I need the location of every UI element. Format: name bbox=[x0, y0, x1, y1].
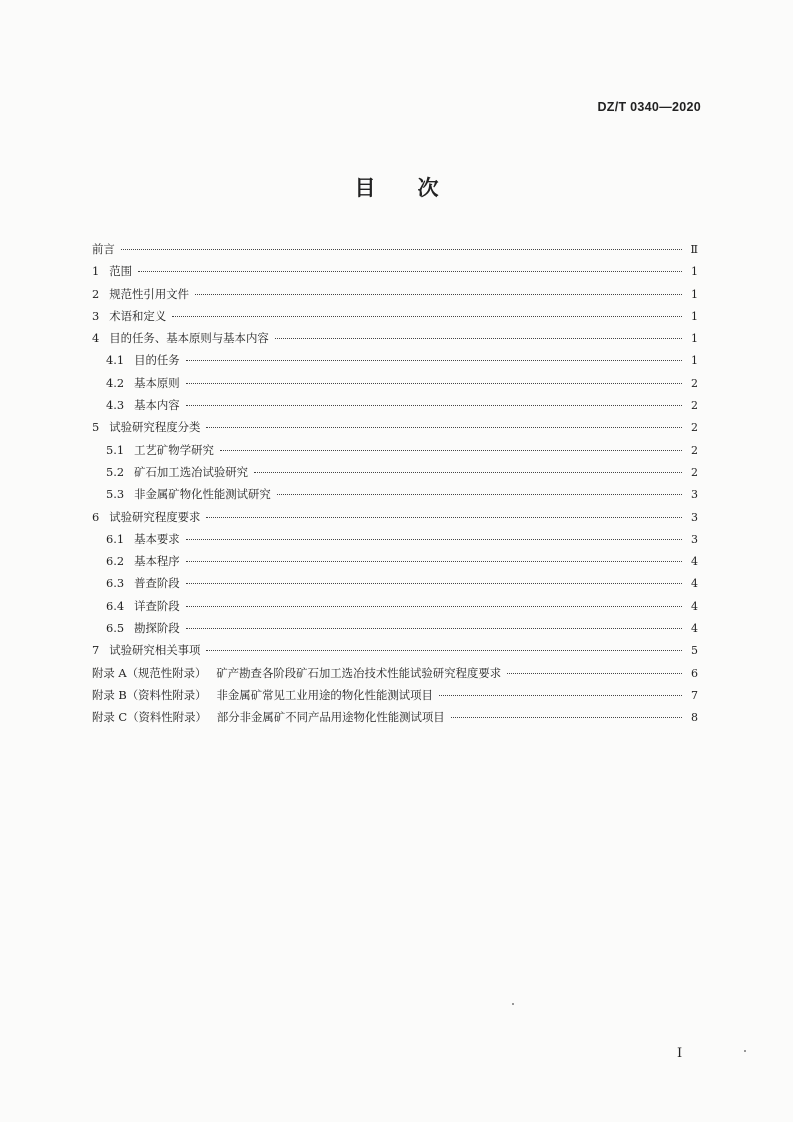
toc-entry-title: 普查阶段 bbox=[134, 576, 180, 591]
toc-entry-text bbox=[92, 665, 501, 681]
page-title: 目次 bbox=[354, 176, 481, 200]
toc-entry-title: 工艺矿物学研究 bbox=[134, 442, 214, 457]
toc-entry[interactable] bbox=[92, 375, 698, 397]
toc-entry-text bbox=[92, 263, 132, 279]
dot-leader bbox=[186, 628, 682, 629]
table-of-contents bbox=[92, 241, 698, 732]
dot-leader bbox=[507, 673, 682, 674]
toc-entry-title: 试验研究程度要求 bbox=[109, 509, 201, 524]
toc-entry-text bbox=[106, 598, 180, 614]
toc-entry-title: 术语和定义 bbox=[109, 308, 167, 323]
toc-entry[interactable] bbox=[92, 709, 698, 731]
toc-entry-number: 5.1 bbox=[106, 442, 125, 457]
toc-entry-number: 4 bbox=[92, 331, 100, 346]
toc-entry-title: 目的任务 bbox=[134, 353, 180, 368]
toc-entry-number: 5 bbox=[92, 420, 100, 435]
toc-entry-text bbox=[92, 419, 200, 435]
toc-entry[interactable] bbox=[92, 620, 698, 642]
toc-page-number: 1 bbox=[691, 287, 698, 301]
dot-leader bbox=[186, 583, 682, 584]
toc-entry[interactable] bbox=[92, 419, 698, 441]
toc-entry[interactable] bbox=[92, 509, 698, 531]
toc-entry-number: 附录 B（资料性附录） bbox=[92, 687, 207, 702]
toc-entry-number: 5.2 bbox=[106, 464, 125, 479]
toc-page-number: 8 bbox=[691, 711, 698, 725]
toc-entry-title: 目的任务、基本原则与基本内容 bbox=[109, 331, 269, 346]
toc-entry-number: 6.3 bbox=[106, 576, 125, 591]
footer-page-number: I bbox=[677, 1046, 683, 1061]
toc-page-number: 1 bbox=[691, 354, 698, 368]
toc-entry[interactable] bbox=[92, 263, 698, 285]
toc-entry-number: 6.1 bbox=[106, 531, 125, 546]
toc-entry-number: 5.3 bbox=[106, 487, 125, 502]
dot-leader bbox=[172, 316, 682, 317]
toc-entry-title: 详查阶段 bbox=[134, 598, 180, 613]
toc-entry-number: 6.2 bbox=[106, 554, 125, 569]
toc-page-number: 4 bbox=[691, 555, 698, 569]
toc-entry-number: 附录 C（资料性附录） bbox=[92, 710, 207, 725]
toc-entry-text bbox=[106, 397, 180, 413]
toc-entry[interactable] bbox=[92, 397, 698, 419]
toc-page-number: Ⅱ bbox=[690, 243, 698, 256]
toc-entry-text bbox=[106, 531, 180, 547]
toc-entry-number: 4.1 bbox=[106, 353, 125, 368]
toc-entry-text bbox=[92, 330, 269, 346]
toc-entry-text bbox=[92, 308, 166, 324]
dot-leader bbox=[186, 561, 682, 562]
scan-speck bbox=[512, 1003, 514, 1005]
toc-entry-title: 基本原则 bbox=[134, 375, 180, 390]
dot-leader bbox=[186, 405, 682, 406]
toc-page-number: 6 bbox=[691, 666, 698, 680]
toc-entry-title: 前言 bbox=[92, 242, 115, 256]
toc-page-number: 1 bbox=[691, 265, 698, 279]
toc-page-number: 2 bbox=[691, 465, 698, 479]
toc-entry-number: 4.2 bbox=[106, 375, 125, 390]
dot-leader bbox=[254, 472, 682, 473]
dot-leader bbox=[206, 650, 682, 651]
toc-page-number: 2 bbox=[691, 421, 698, 435]
toc-entry-text bbox=[106, 375, 180, 391]
toc-entry[interactable] bbox=[92, 531, 698, 553]
toc-entry-number: 7 bbox=[92, 643, 100, 658]
dot-leader bbox=[451, 717, 682, 718]
dot-leader bbox=[206, 427, 682, 428]
dot-leader bbox=[220, 450, 682, 451]
toc-entry-text bbox=[106, 486, 271, 502]
toc-entry-text bbox=[92, 642, 200, 658]
toc-entry[interactable] bbox=[92, 286, 698, 308]
toc-entry-title: 非金属矿物化性能测试研究 bbox=[134, 487, 271, 502]
toc-entry[interactable] bbox=[92, 464, 698, 486]
dot-leader bbox=[186, 383, 682, 384]
toc-entry[interactable] bbox=[92, 308, 698, 330]
toc-page-number: 1 bbox=[691, 309, 698, 323]
toc-entry[interactable] bbox=[92, 241, 698, 263]
toc-entry-number: 3 bbox=[92, 308, 100, 323]
dot-leader bbox=[206, 517, 682, 518]
toc-entry-number: 附录 A（规范性附录） bbox=[92, 665, 207, 680]
toc-entry-text bbox=[92, 709, 445, 725]
toc-page-number: 3 bbox=[691, 532, 698, 546]
scan-speck bbox=[744, 1050, 746, 1052]
dot-leader bbox=[195, 294, 682, 295]
toc-entry-title: 试验研究程度分类 bbox=[109, 420, 201, 435]
toc-page-number: 2 bbox=[691, 399, 698, 413]
dot-leader bbox=[138, 271, 682, 272]
toc-page-number: 2 bbox=[691, 443, 698, 457]
toc-entry-title: 勘探阶段 bbox=[134, 621, 180, 636]
toc-entry[interactable] bbox=[92, 687, 698, 709]
toc-entry[interactable] bbox=[92, 598, 698, 620]
dot-leader bbox=[275, 338, 682, 339]
toc-entry-title: 范围 bbox=[109, 264, 133, 279]
toc-entry-title: 试验研究相关事项 bbox=[109, 643, 201, 658]
dot-leader bbox=[186, 606, 682, 607]
toc-entry-number: 6.5 bbox=[106, 621, 125, 636]
dot-leader bbox=[186, 539, 682, 540]
standard-code: DZ/T 0340—2020 bbox=[597, 100, 701, 114]
toc-entry-text bbox=[92, 241, 115, 257]
toc-entry[interactable] bbox=[92, 642, 698, 664]
toc-entry-number: 6.4 bbox=[106, 598, 125, 613]
toc-entry-text bbox=[106, 442, 214, 458]
toc-page-number: 7 bbox=[691, 688, 698, 702]
toc-entry-text bbox=[106, 620, 180, 636]
toc-entry[interactable] bbox=[92, 486, 698, 508]
dot-leader bbox=[121, 249, 682, 250]
toc-entry-title: 基本内容 bbox=[134, 398, 180, 413]
toc-page-number: 5 bbox=[691, 644, 698, 658]
toc-entry-text bbox=[106, 553, 180, 569]
toc-entry-number: 2 bbox=[92, 286, 100, 301]
toc-entry-title: 非金属矿常见工业用途的物化性能测试项目 bbox=[216, 687, 433, 702]
toc-page-number: 4 bbox=[691, 622, 698, 636]
toc-entry[interactable] bbox=[92, 553, 698, 575]
toc-entry[interactable] bbox=[92, 352, 698, 374]
toc-entry-text bbox=[92, 687, 433, 703]
toc-entry-text bbox=[106, 464, 248, 480]
toc-page-number: 3 bbox=[691, 510, 698, 524]
toc-page-number: 4 bbox=[691, 599, 698, 613]
toc-entry-title: 规范性引用文件 bbox=[109, 286, 189, 301]
toc-entry-number: 1 bbox=[92, 264, 100, 279]
toc-entry[interactable] bbox=[92, 442, 698, 464]
toc-entry-title: 部分非金属矿不同产品用途物化性能测试项目 bbox=[216, 710, 445, 725]
dot-leader bbox=[186, 360, 682, 361]
toc-entry[interactable] bbox=[92, 665, 698, 687]
toc-entry-text bbox=[106, 352, 180, 368]
toc-entry-text bbox=[92, 286, 189, 302]
toc-entry[interactable] bbox=[92, 575, 698, 597]
toc-entry-title: 基本程序 bbox=[134, 554, 180, 569]
toc-entry-title: 基本要求 bbox=[134, 531, 180, 546]
toc-entry[interactable] bbox=[92, 330, 698, 352]
toc-entry-text bbox=[92, 509, 200, 525]
toc-entry-number: 4.3 bbox=[106, 398, 125, 413]
dot-leader bbox=[439, 695, 682, 696]
toc-page-number: 3 bbox=[691, 488, 698, 502]
dot-leader bbox=[277, 494, 682, 495]
toc-page-number: 4 bbox=[691, 577, 698, 591]
toc-entry-number: 6 bbox=[92, 509, 100, 524]
toc-entry-text bbox=[106, 575, 180, 591]
toc-page-number: 1 bbox=[691, 332, 698, 346]
toc-page-number: 2 bbox=[691, 376, 698, 390]
toc-entry-title: 矿产勘查各阶段矿石加工选冶技术性能试验研究程度要求 bbox=[216, 665, 502, 680]
toc-entry-title: 矿石加工选冶试验研究 bbox=[134, 464, 249, 479]
